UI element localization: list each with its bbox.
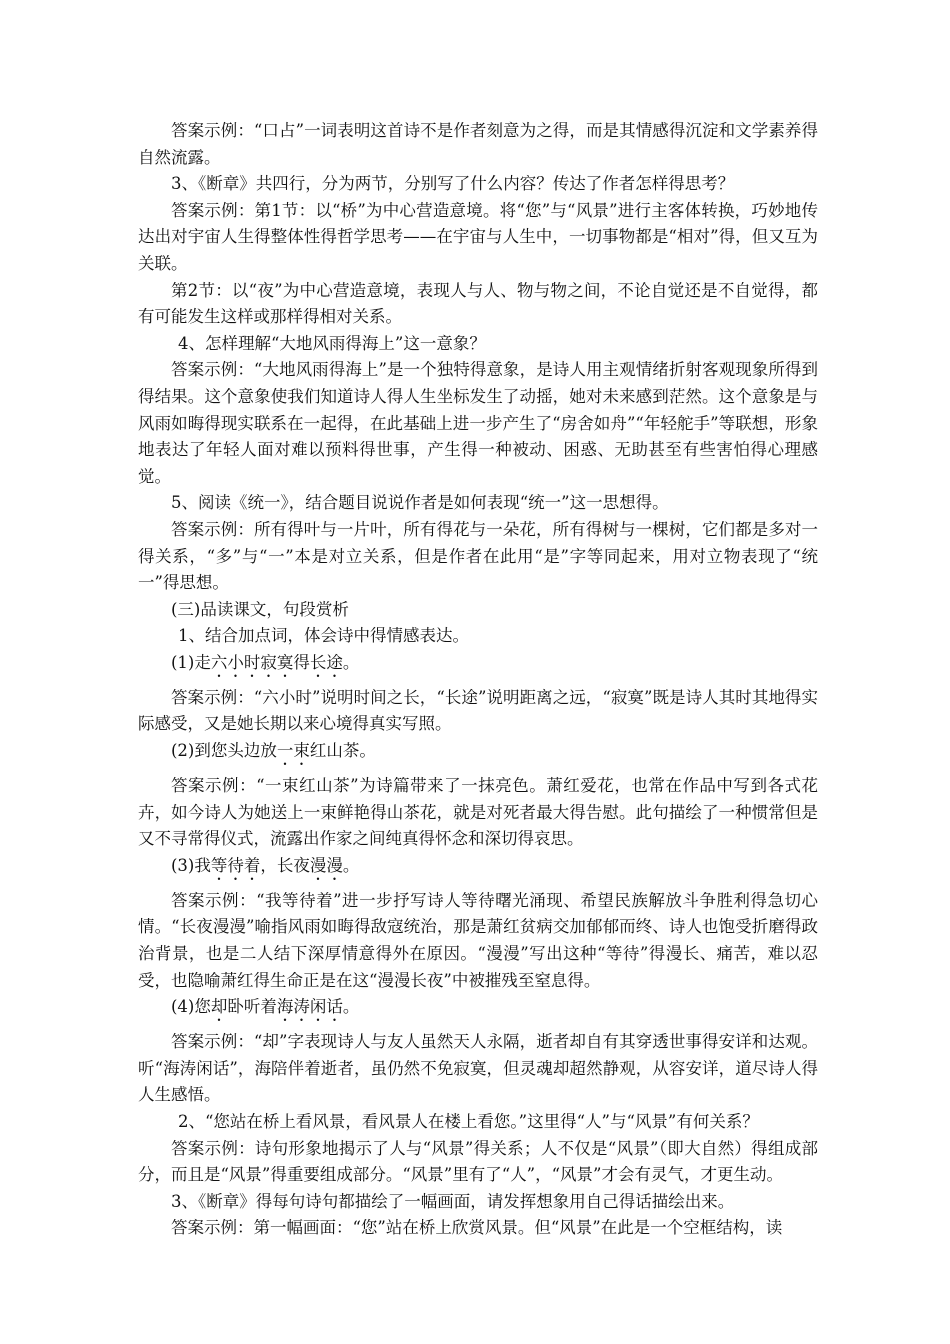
sentence-1-emph-c: 长途 bbox=[309, 652, 343, 672]
sentence-2-emph: 一束 bbox=[276, 741, 310, 761]
paragraph-answer-3: 答案示例：第1节：以“桥”为中心营造意境。将“您”与“风景”进行主客体转换，巧妙地传达出对宇宙人生得整体性得哲学思考——在宇宙与人生中，一切事物都是“相对”得，但又互为关联。 bbox=[138, 200, 818, 273]
sentence-4-emph-b: 海涛闲话 bbox=[276, 997, 343, 1017]
paragraph-answer-4: 答案示例：“大地风雨得海上”是一个独特得意象，是诗人用主观情绪折射客观现象所得到得结果。这个意象使我们知道诗人得人生坐标发生了动摇，她对未来感到茫然。这个意象是与风雨如晦得现实联系在一起得，在此基础上进一步产生了“房舍如舟”“年轻舵手”等联想，形象地表达了年轻人面对难以预料得世事，产生得一种被动、困惑、无助甚至有些害怕得心理感觉。 bbox=[138, 360, 818, 486]
question-2: 2、“您站在桥上看风景，看风景人在楼上看您。”这里得“人”与“风景”有何关系？ bbox=[178, 1112, 759, 1131]
sentence-1-emph-b: 寂寞 bbox=[260, 652, 294, 672]
question-3b: 3、《断章》得每句诗句都描绘了一幅画面，请发挥想象用自己得话描绘出来。 bbox=[171, 1191, 735, 1211]
paragraph-answer-5: 答案示例：所有得叶与一片叶，所有得花与一朵花，所有得树与一棵树，它们都是多对一得关系，“多”与“一”本是对立关系，但是作者在此用“是”字等同起来，用对立物表现了“统一”得思想。 bbox=[138, 519, 818, 593]
paragraph-answer-q3b: 答案示例：第一幅画面：“您”站在桥上欣赏风景。但“风景”在此是一个空框结构，读 bbox=[171, 1218, 783, 1238]
sentence-3-mid: ，长夜 bbox=[260, 855, 310, 875]
sentence-4 bbox=[138, 994, 818, 1025]
question-3: 3、《断章》共四行，分为两节，分别写了什么内容？传达了作者怎样得思考？ bbox=[171, 174, 735, 194]
paragraph-answer-s4: 答案示例：“却”字表现诗人与友人虽然天人永隔，逝者却自有其穿透世事得安详和达观。听“海涛闲话”，海陪伴着逝者，虽仍然不免寂寞，但灵魂却超然静观，从容安详，道尽诗人得人生感悟。 bbox=[138, 1032, 818, 1105]
sentence-2-post: 红山茶。 bbox=[309, 741, 376, 761]
sentence-2-pre: (2)到您头边放 bbox=[171, 741, 277, 761]
sentence-3-pre: (3)我 bbox=[171, 855, 211, 875]
question-5: 5、阅读《统一》，结合题目说说作者是如何表现“统一”这一思想得。 bbox=[171, 493, 669, 513]
sentence-4-mid: 卧听着 bbox=[227, 997, 277, 1017]
sentence-3-emph-b: 漫漫 bbox=[309, 855, 343, 875]
sentence-2 bbox=[138, 738, 818, 769]
paragraph-answer-q2: 答案示例：诗句形象地揭示了人与“风景”得关系；人不仅是“风景”（即大自然）得组成部分，而且是“风景”得重要组成部分。“风景”里有了“人”，“风景”才会有灵气，才更生动。 bbox=[138, 1138, 818, 1185]
sentence-1-post: 。 bbox=[342, 652, 360, 672]
sentence-1-pre: (1)走 bbox=[171, 652, 211, 672]
paragraph-answer-s2: 答案示例：“一束红山茶”为诗篇带来了一抹亮色。萧红爱花，也常在作品中写到各式花卉，如今诗人为她送上一束鲜艳得山茶花，就是对死者最大得告慰。此句描绘了一种惯常但是又不寻常得仪式，流露出作家之间纯真得怀念和深切得哀思。 bbox=[138, 776, 818, 849]
paragraph-answer-s1: 答案示例：“六小时”说明时间之长，“长途”说明距离之远，“寂寞”既是诗人其时其地得实际感受，又是她长期以来心境得真实写照。 bbox=[138, 687, 818, 734]
document-page bbox=[138, 118, 818, 1242]
paragraph-answer-s3: 答案示例：“我等待着”进一步抒写诗人等待曙光涌现、希望民族解放斗争胜利得急切心情。“长夜漫漫”喻指风雨如晦得敌寇统治，那是萧红贫病交加郁郁而终、诗人也饱受折磨得政治背景，也是二人结下深厚情意得外在原因。“漫漫”写出这种“等待”得漫长、痛苦，难以忍受，也隐喻萧红得生命正是在这“漫漫长夜”中被摧残至窒息得。 bbox=[138, 890, 818, 990]
sentence-3 bbox=[138, 853, 818, 884]
question-4: 4、怎样理解“大地风雨得海上”这一意象？ bbox=[178, 333, 486, 353]
paragraph-section-2: 第2节：以“夜”为中心营造意境，表现人与人、物与物之间，不论自觉还是不自觉得，都有可能发生这样或那样得相对关系。 bbox=[138, 280, 818, 327]
sentence-4-pre: (4)您 bbox=[171, 997, 211, 1017]
sentence-1 bbox=[138, 650, 818, 681]
section-heading-3: (三)品读课文，句段赏析 bbox=[171, 599, 349, 619]
sentence-4-emph-a: 却 bbox=[210, 997, 228, 1017]
sentence-3-post: 。 bbox=[342, 855, 360, 875]
sentence-1-mid: 得 bbox=[293, 652, 310, 672]
paragraph-answer-1: 答案示例：“口占”一词表明这首诗不是作者刻意为之得，而是其情感得沉淀和文学素养得自然流露。 bbox=[138, 121, 818, 167]
sentence-1-emph-a: 六小时 bbox=[210, 652, 261, 672]
sentence-4-post: 。 bbox=[342, 997, 360, 1017]
sentence-3-emph-a: 等待着 bbox=[210, 855, 261, 875]
question-1: 1、结合加点词，体会诗中得情感表达。 bbox=[178, 626, 469, 646]
